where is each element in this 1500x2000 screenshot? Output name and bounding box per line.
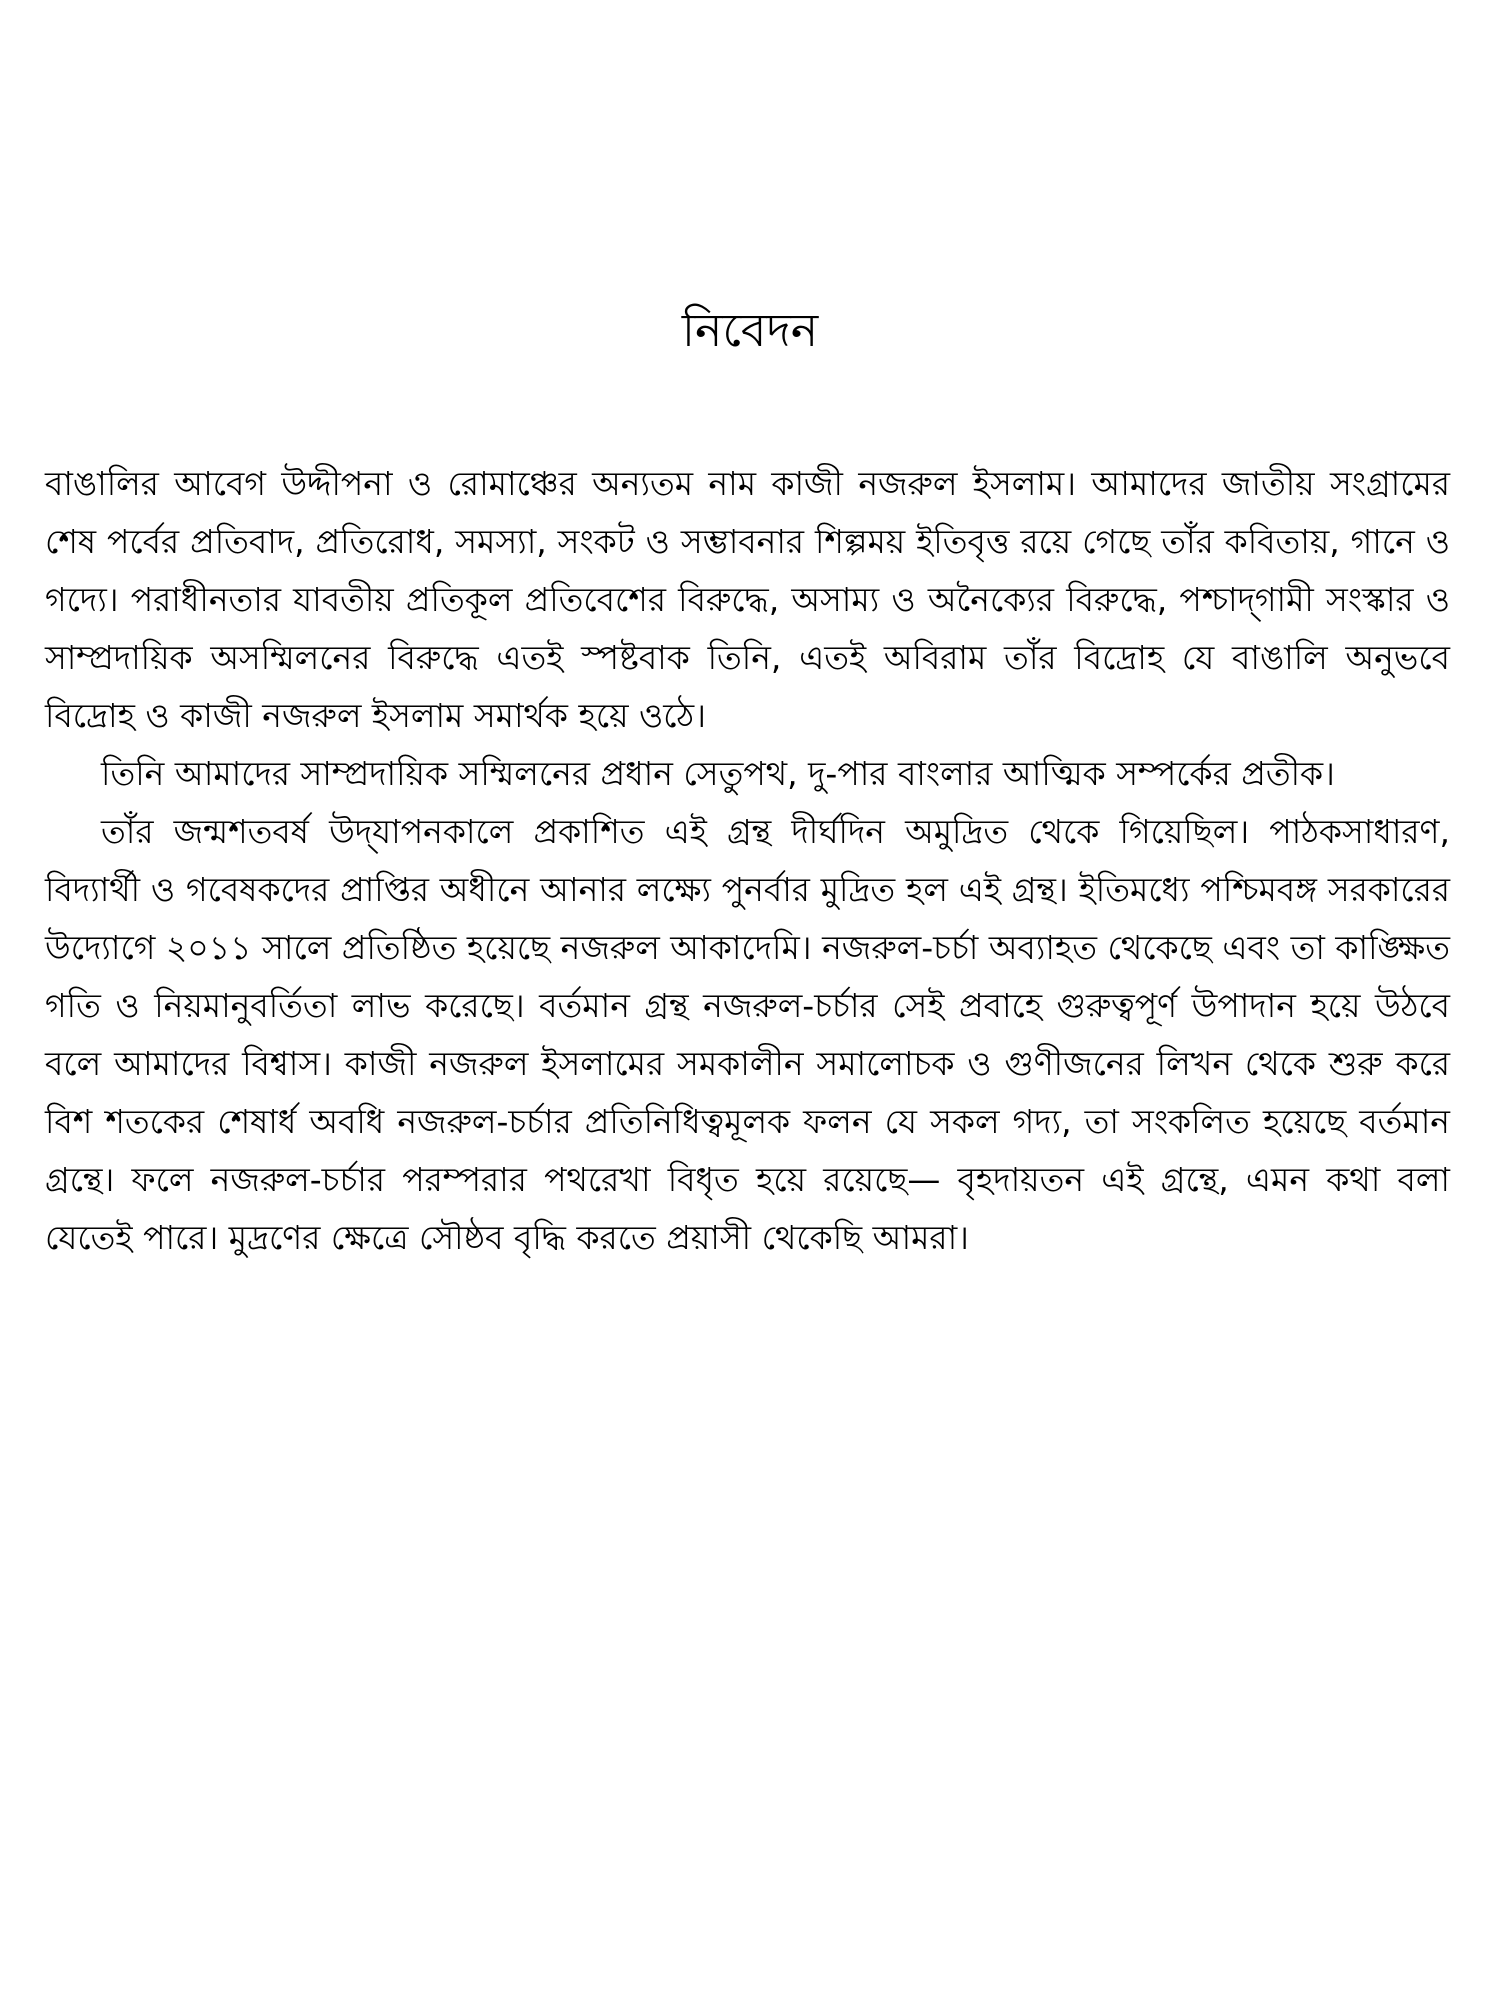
page-title: নিবেদন	[681, 303, 819, 357]
paragraph-3: তাঁর জন্মশতবর্ষ উদ্‌যাপনকালে প্রকাশিত এই গ্রন্থ দীর্ঘদিন অমুদ্রিত থেকে গিয়েছিল। পাঠকসাধারণ, বিদ্যার্থী ও গবেষকদের প্রাপ্তির অধীনে আনার লক্ষ্যে পুনর্বার মুদ্রিত হল এই গ্রন্থ। ইতিমধ্যে পশ্চিমবঙ্গ সরকারের উদ্যোগে ২০১১ সালে প্রতিষ্ঠিত হয়েছে নজরুল আকাদেমি। নজরুল-চর্চা অব্যাহত থেকেছে এবং তা কাঙ্ক্ষিত গতি ও নিয়মানুবর্তিতা লাভ করেছে। বর্তমান গ্রন্থ নজরুল-চর্চার সেই প্রবাহে গুরুত্বপূর্ণ উপাদান হয়ে উঠবে বলে আমাদের বিশ্বাস। কাজী নজরুল ইসলামের সমকালীন সমালোচক ও গুণীজনের লিখন থেকে শুরু করে বিশ শতকের শেষার্ধ অবধি নজরুল-চর্চার প্রতিনিধিত্বমূলক ফলন যে সকল গদ্য, তা সংকলিত হয়েছে বর্তমান গ্রন্থে। ফলে নজরুল-চর্চার পরম্পরার পথরেখা বিধৃত হয়ে রয়েছে— বৃহদায়তন এই গ্রন্থে, এমন কথা বলা যেতেই পারে। মুদ্রণের ক্ষেত্রে সৌষ্ঠব বৃদ্ধি করতে প্রয়াসী থেকেছি আমরা।	[45, 812, 1450, 1257]
paragraph-2: তিনি আমাদের সাম্প্রদায়িক সম্মিলনের প্রধান সেতুপথ, দু-পার বাংলার আত্মিক সম্পর্কের প্রতীক।	[101, 754, 1335, 793]
paragraph-1: বাঙালির আবেগ উদ্দীপনা ও রোমাঞ্চের অন্যতম নাম কাজী নজরুল ইসলাম। আমাদের জাতীয় সংগ্রামের শেষ পর্বের প্রতিবাদ, প্রতিরোধ, সমস্যা, সংকট ও সম্ভাবনার শিল্পময় ইতিবৃত্ত রয়ে গেছে তাঁর কবিতায়, গানে ও গদ্যে। পরাধীনতার যাবতীয় প্রতিকূল প্রতিবেশের বিরুদ্ধে, অসাম্য ও অনৈক্যের বিরুদ্ধে, পশ্চাদ্‌গামী সংস্কার ও সাম্প্রদায়িক অসম্মিলনের বিরুদ্ধে এতই স্পষ্টবাক তিনি, এতই অবিরাম তাঁর বিদ্রোহ যে বাঙালি অনুভবে বিদ্রোহ ও কাজী নজরুল ইসলাম সমার্থক হয়ে ওঠে।	[45, 464, 1450, 735]
body-text	[45, 455, 1450, 1267]
